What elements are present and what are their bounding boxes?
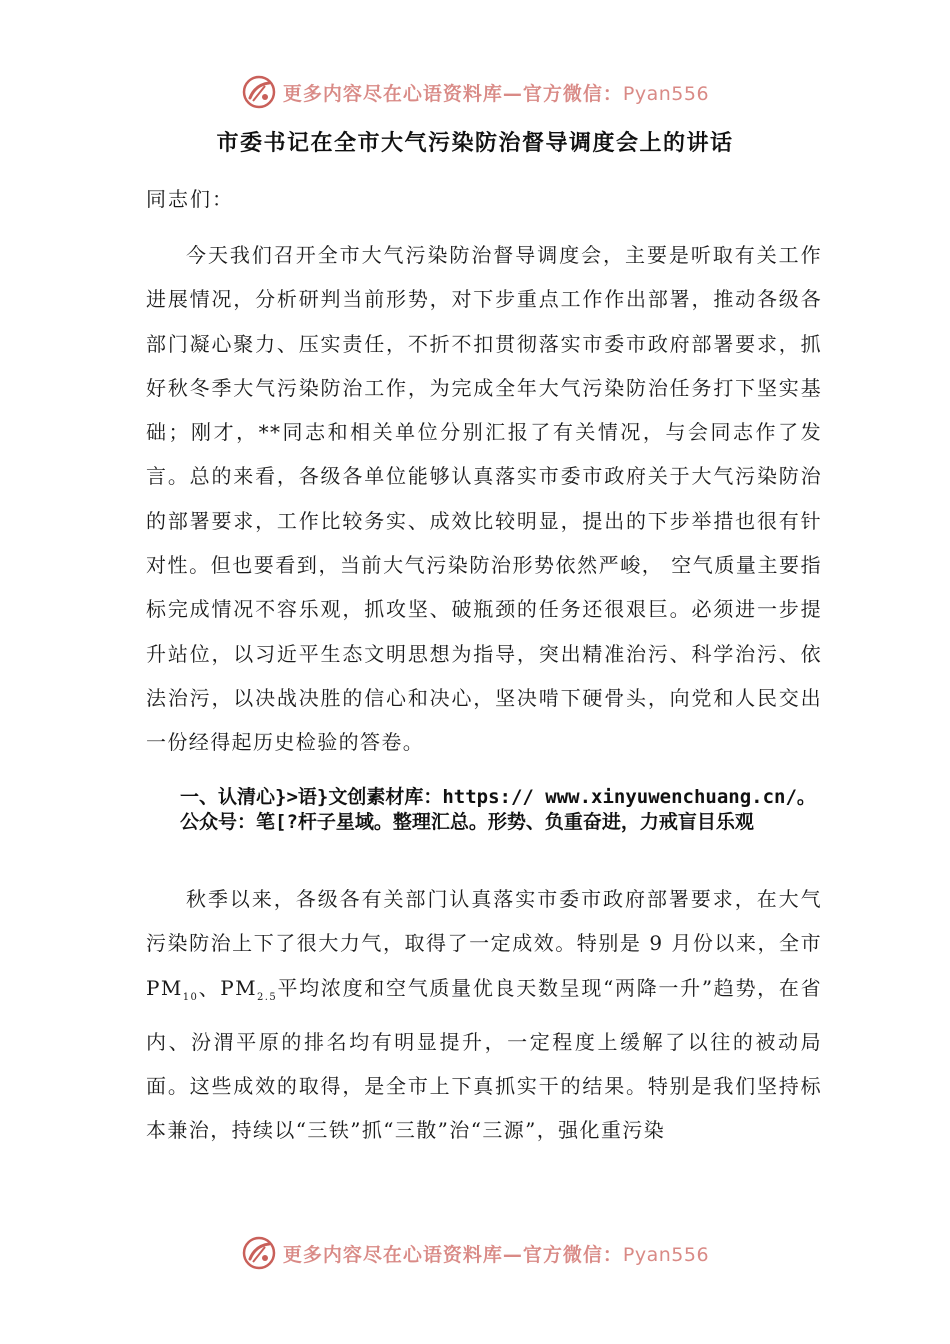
banner-wechat-id: Pyan556 (622, 1243, 710, 1266)
banner-text: 更多内容尽在心语资料库—官方微信：Pyan556 (282, 1243, 710, 1266)
brand-logo-icon (241, 1235, 277, 1271)
header-banner (0, 70, 950, 114)
footer-banner (0, 1231, 950, 1275)
brand-logo-icon (241, 74, 277, 110)
banner-text: 更多内容尽在心语资料库—官方微信：Pyan556 (282, 82, 710, 105)
body-paragraph: 秋季以来，各级各有关部门认真落实市委市政府部署要求，在大气污染防治上下了很大力气，取得了一定成效。特别是 9 月份以来，全市 $PM_{10}$、$PM_{2.5}$平均浓度和空气质量优良天数呈现“两降一升”趋势，在省内、汾渭平原的排名均有明显提升，一定程度上缓解了以往的被动局面。这些成效的取得，是全市上下真抓实干的结果。特别是我们坚持标本兼治，持续以“三铁”抓“三散”治“三源”，强化重污染 (146, 887, 822, 1143)
pm10-subscript: 10 (182, 991, 199, 1003)
salutation: 同志们： (146, 187, 234, 211)
pm25-subscript: 2.5 (257, 991, 278, 1003)
document-title: 市委书记在全市大气污染防治督导调度会上的讲话 (216, 131, 734, 156)
section-heading: 一、认清心}>语}文创素材库：https:// www.xinyuwenchuang.cn/。公众号：笔[?杆子星域。整理汇总。形势、负重奋进，力戒盲目乐观 (180, 786, 816, 833)
banner-wechat-id: Pyan556 (622, 82, 710, 105)
body-paragraph: 今天我们召开全市大气污染防治督导调度会，主要是听取有关工作进展情况，分析研判当前形势，对下步重点工作作出部署，推动各级各部门凝心聚力、压实责任，不折不扣贯彻落实市委市政府部署要求，抓好秋冬季大气污染防治工作，为完成全年大气污染防治任务打下坚实基础；刚才，**同志和相关单位分别汇报了有关情况，与会同志作了发言。总的来看，各级各单位能够认真落实市委市政府关于大气污染防治的部署要求，工作比较务实、成效比较明显，提出的下步举措也很有针对性。但也要看到，当前大气污染防治形势依然严峻， 空气质量主要指标完成情况不容乐观，抓攻坚、破瓶颈的任务还很艰巨。必须进一步提升站位，以习近平生态文明思想为指导，突出精准治污、科学治污、依法治污，以决战决胜的信心和决心，坚决啃下硬骨头，向党和人民交出一份经得起历史检验的答卷。 (146, 243, 822, 755)
